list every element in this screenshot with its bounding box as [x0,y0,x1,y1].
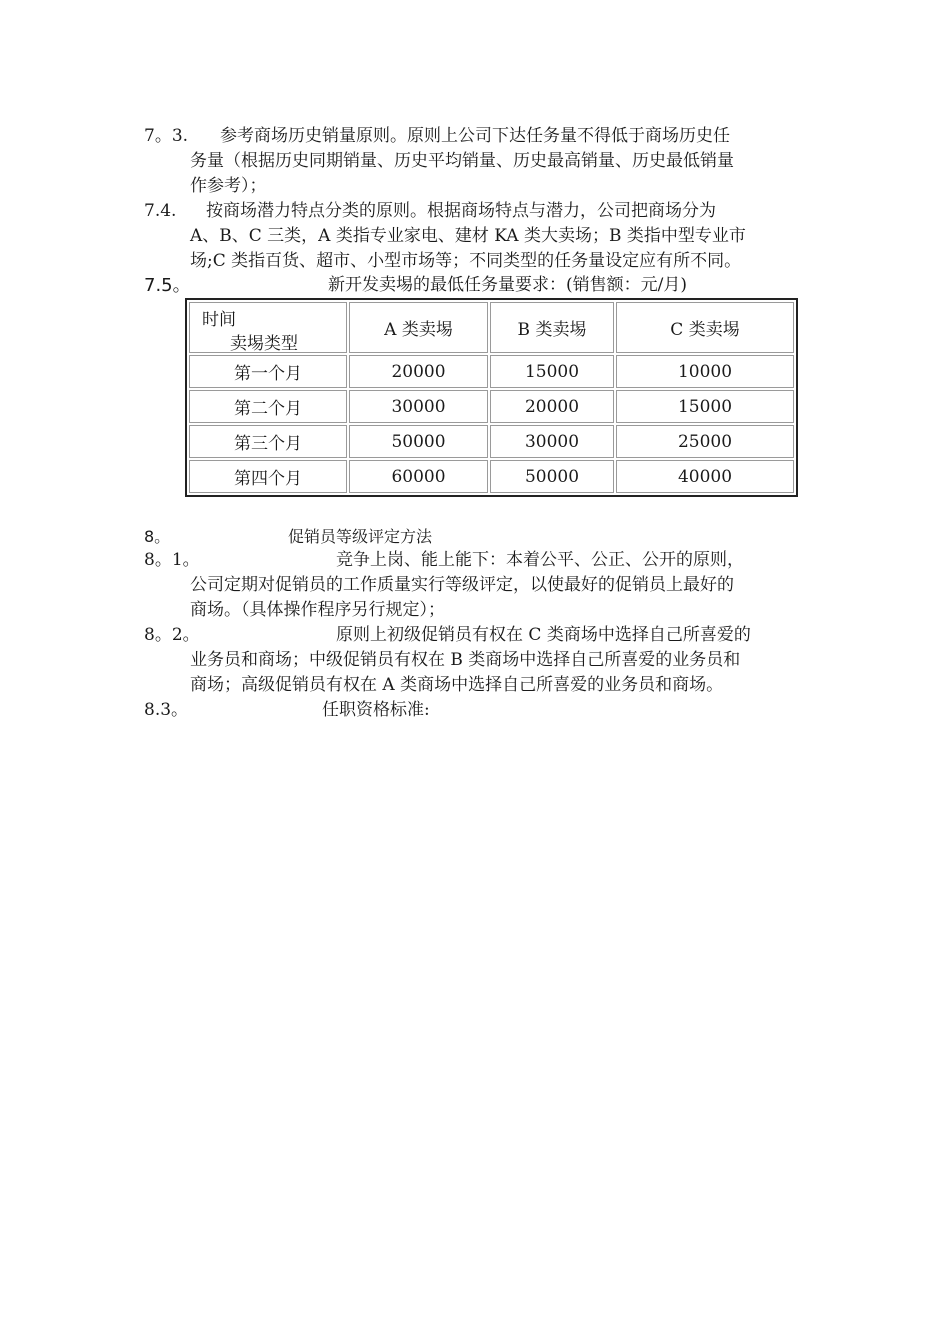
paragraph-line: 原则上初级促销员有权在 C 类商场中选择自己所喜爱的 [336,625,751,645]
table-cell: 40000 [616,460,794,493]
paragraph-line: 作参考）； [190,176,267,196]
table-cell: 30000 [349,390,488,423]
row-label: 第二个月 [189,390,347,423]
section-7-4 [144,199,808,274]
table-cell: 15000 [616,390,794,423]
section-number: 8。1。 [144,550,200,570]
column-header: B 类卖埸 [490,302,614,353]
table-row [189,390,794,423]
paragraph-line: 任职资格标准: [322,700,430,720]
table-cell: 25000 [616,425,794,458]
table-header-row [189,302,794,353]
table-row [189,425,794,458]
table-cell: 10000 [616,355,794,388]
paragraph-line: 业务员和商场；中级促销员有权在 B 类商场中选择自己所喜爱的业务员和 [190,650,741,670]
column-header: C 类卖埸 [616,302,794,353]
table-cell: 30000 [490,425,614,458]
table-row [189,460,794,493]
table-cell: 60000 [349,460,488,493]
section-heading: 促销员等级评定方法 [288,527,433,546]
section-8-2 [144,623,808,698]
paragraph-line: 新开发卖埸的最低任务量要求：(销售额：元/月) [328,275,687,295]
section-7-3 [144,124,808,199]
paragraph-line: 场;C 类指百货、超市、小型市场等；不同类型的任务量设定应有所不同。 [190,251,742,271]
section-number: 8。2。 [144,625,200,645]
section-8-1 [144,548,808,623]
paragraph-line: 公司定期对促销员的工作质量实行等级评定，以使最好的促销员上最好的 [190,575,734,595]
paragraph-line: 竞争上岗、能上能下：本着公平、公正、公开的原则， [336,550,744,570]
paragraph-line: 按商场潜力特点分类的原则。根据商场特点与潜力，公司把商场分为 [206,201,716,221]
section-number: 7.5。 [144,275,191,296]
section-7-5 [144,273,808,298]
table-cell: 20000 [490,390,614,423]
corner-label-time: 时间 [202,310,236,330]
corner-label-store-type: 卖埸类型 [230,334,298,354]
table-cell: 20000 [349,355,488,388]
section-8 [144,524,808,549]
paragraph-line: 参考商场历史销量原则。原则上公司下达任务量不得低于商场历史任 [220,126,730,146]
paragraph-line: 商场；高级促销员有权在 A 类商场中选择自己所喜爱的业务员和商场。 [190,675,724,695]
task-table [185,298,798,497]
paragraph-line: 务量（根据历史同期销量、历史平均销量、历史最高销量、历史最低销量 [190,151,734,171]
table-cell: 50000 [490,460,614,493]
row-label: 第四个月 [189,460,347,493]
table-corner-cell [189,302,347,353]
paragraph-line: 商场。（具体操作程序另行规定）； [190,600,445,620]
column-header: A 类卖埸 [349,302,488,353]
table-cell: 50000 [349,425,488,458]
section-number: 8.3。 [144,700,189,720]
table-cell: 15000 [490,355,614,388]
section-number: 7.4. [144,201,177,221]
row-label: 第一个月 [189,355,347,388]
row-label: 第三个月 [189,425,347,458]
section-number: 7。3. [144,126,189,146]
paragraph-line: A、B、C 三类，A 类指专业家电、建材 KA 类大卖场；B 类指中型专业市 [190,226,746,246]
section-number: 8。 [144,527,171,546]
table-row [189,355,794,388]
section-8-3 [144,698,808,723]
